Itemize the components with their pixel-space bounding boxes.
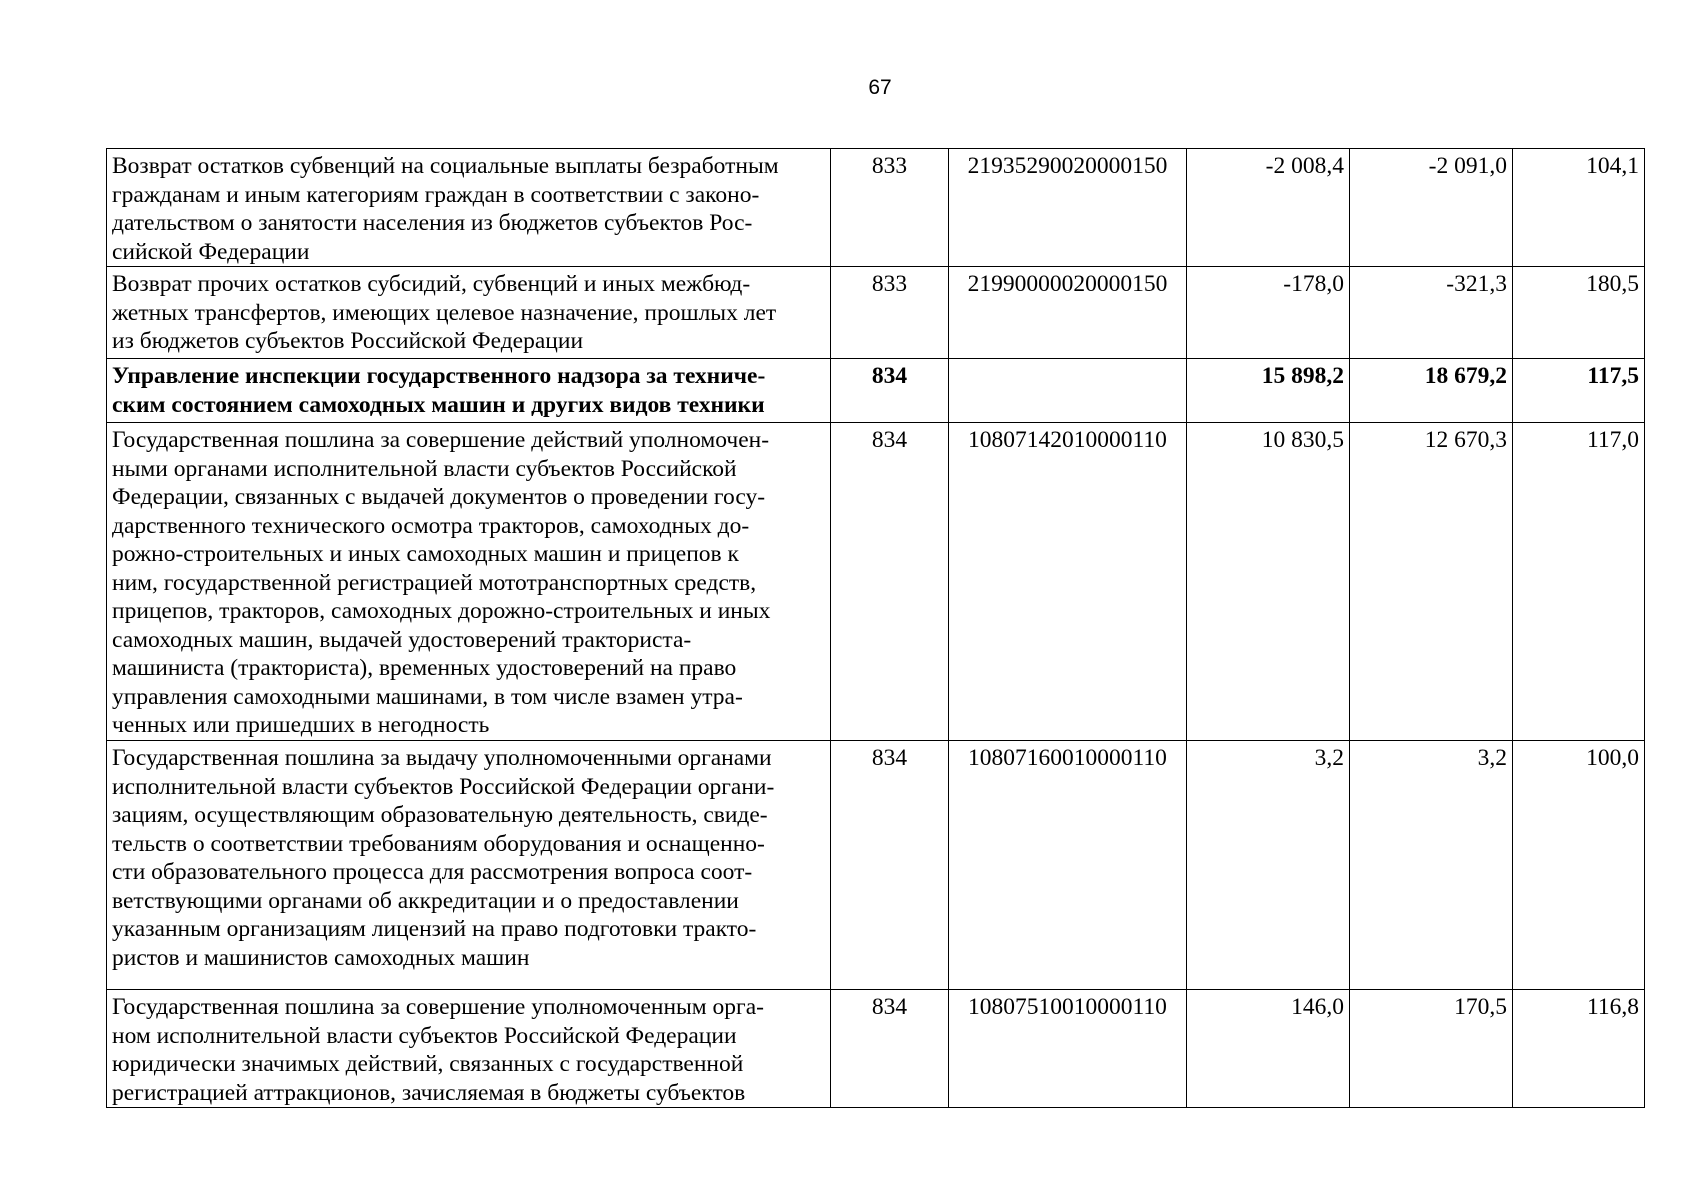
name-line: прицепов, тракторов, самоходных дорожно-строительных и иных — [112, 598, 771, 624]
name-line: Управление инспекции государственного надзора за техниче- — [112, 363, 766, 389]
name-line: ристов и машинистов самоходных машин — [112, 944, 530, 971]
value-cell-2: 3,2 — [1350, 741, 1513, 990]
budget-code-cell: 21935290020000150 — [949, 149, 1187, 267]
budget-code-cell: 21990000020000150 — [949, 267, 1187, 359]
admin-code-cell: 833 — [831, 149, 949, 267]
table-row — [107, 149, 1645, 267]
name-line: из бюджетов субъектов Российской Федерации — [112, 328, 584, 354]
name-line: жетных трансфертов, имеющих целевое назначение, прошлых лет — [112, 299, 777, 326]
value-cell-2: 170,5 — [1350, 990, 1513, 1108]
value-cell-2: 18 679,2 — [1350, 359, 1513, 423]
name-line: самоходных машин, выдачей удостоверений тракториста- — [112, 626, 692, 653]
name-line: ним, государственной регистрацией мототранспортных средств, — [112, 569, 757, 596]
value-cell-2: -321,3 — [1350, 267, 1513, 359]
percent-cell: 116,8 — [1513, 990, 1645, 1108]
admin-code-cell: 834 — [831, 990, 949, 1108]
percent-cell: 180,5 — [1513, 267, 1645, 359]
admin-code-cell: 834 — [831, 423, 949, 741]
table-row — [107, 741, 1645, 990]
budget-code-cell: 10807510010000110 — [949, 990, 1187, 1108]
name-line: машиниста (тракториста), временных удостоверений на право — [112, 655, 737, 681]
value-cell-1: 3,2 — [1187, 741, 1350, 990]
value-cell-1: 15 898,2 — [1187, 359, 1350, 423]
table-row — [107, 423, 1645, 741]
name-line: исполнительной власти субъектов Российской Федерации органи- — [112, 773, 775, 800]
name-line: регистрацией аттракционов, зачисляемая в бюджеты субъектов — [112, 1079, 746, 1106]
value-cell-1: 10 830,5 — [1187, 423, 1350, 741]
name-line: гражданам и иным категориям граждан в соответствии с законо- — [112, 181, 760, 208]
percent-cell: 117,5 — [1513, 359, 1645, 423]
table-row-section-header — [107, 359, 1645, 423]
budget-code-cell: 10807142010000110 — [949, 423, 1187, 741]
name-line: рожно-строительных и иных самоходных машин и прицепов к — [112, 541, 739, 567]
page-number: 67 — [868, 76, 892, 99]
row-name-cell — [107, 990, 831, 1108]
name-line: Возврат прочих остатков субсидий, субвенций и иных межбюд- — [112, 271, 751, 297]
budget-code-cell — [949, 359, 1187, 423]
name-line: дарственного технического осмотра тракторов, самоходных до- — [112, 512, 750, 539]
row-name-cell — [107, 267, 831, 359]
name-line: зациям, осуществляющим образовательную деятельность, свиде- — [112, 802, 768, 828]
budget-code-cell: 10807160010000110 — [949, 741, 1187, 990]
name-line: сийской Федерации — [112, 238, 310, 265]
row-name-cell — [107, 741, 831, 990]
value-cell-2: 12 670,3 — [1350, 423, 1513, 741]
admin-code-cell: 834 — [831, 359, 949, 423]
row-name-cell — [107, 423, 831, 741]
name-line: Государственная пошлина за выдачу уполномоченными органами — [112, 745, 772, 771]
value-cell-1: -178,0 — [1187, 267, 1350, 359]
name-line: ским состоянием самоходных машин и других видов техники — [112, 391, 765, 418]
value-cell-1: 146,0 — [1187, 990, 1350, 1108]
name-line: ном исполнительной власти субъектов Российской Федерации — [112, 1022, 737, 1049]
percent-cell: 117,0 — [1513, 423, 1645, 741]
percent-cell: 104,1 — [1513, 149, 1645, 267]
name-line: управления самоходными машинами, в том числе взамен утра- — [112, 683, 743, 710]
table-row — [107, 990, 1645, 1108]
name-line: ными органами исполнительной власти субъектов Российской — [112, 455, 737, 482]
name-line: ветствующими органами об аккредитации и о предоставлении — [112, 887, 739, 914]
name-line: Государственная пошлина за совершение действий уполномочен- — [112, 427, 770, 453]
admin-code-cell: 833 — [831, 267, 949, 359]
budget-table — [106, 148, 1645, 1108]
row-name-cell — [107, 359, 831, 423]
name-line: тельств о соответствии требованиям оборудования и оснащенно- — [112, 830, 765, 857]
row-name-cell — [107, 149, 831, 267]
name-line: юридически значимых действий, связанных с государственной — [112, 1051, 744, 1077]
name-line: Государственная пошлина за совершение уполномоченным орга- — [112, 994, 764, 1020]
value-cell-1: -2 008,4 — [1187, 149, 1350, 267]
name-line: указанным организациям лицензий на право подготовки тракто- — [112, 916, 757, 942]
name-line: дательством о занятости населения из бюджетов субъектов Рос- — [112, 210, 753, 236]
percent-cell: 100,0 — [1513, 741, 1645, 990]
table-row — [107, 267, 1645, 359]
name-line: Федерации, связанных с выдачей документов о проведении госу- — [112, 484, 766, 510]
admin-code-cell: 834 — [831, 741, 949, 990]
name-line: Возврат остатков субвенций на социальные выплаты безработным — [112, 153, 779, 179]
value-cell-2: -2 091,0 — [1350, 149, 1513, 267]
name-line: сти образовательного процесса для рассмотрения вопроса соот- — [112, 859, 753, 885]
name-line: ченных или пришедших в негодность — [112, 712, 490, 738]
